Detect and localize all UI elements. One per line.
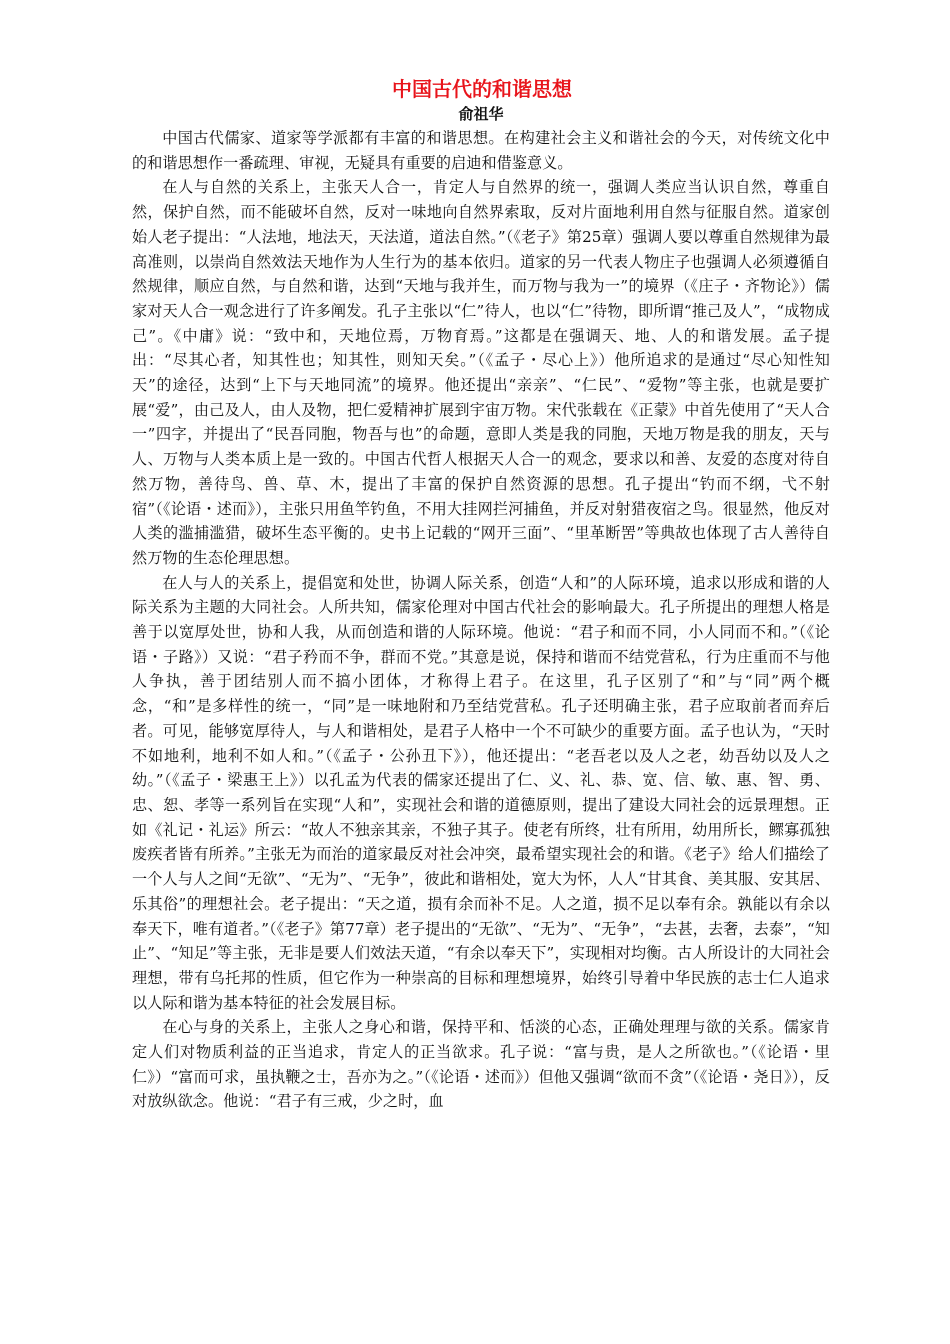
paragraph: 在人与人的关系上，提倡宽和处世，协调人际关系，创造“人和”的人际环境，追求以形成和谐的人际关系为主题的大同社会。人所共知，儒家伦理对中国古代社会的影响最大。孔子所提出的理想人格是善于以宽厚处世，协和人我，从而创造和谐的人际环境。他说：“君子和而不同，小人同而不和。”（《论语・子路》）又说：“君子矜而不争，群而不党。”其意是说，保持和谐而不结党营私，行为庄重而不与他人争执，善于团结别人而不搞小团体，才称得上君子。在这里，孔子区别了“和”与“同”两个概念，“和”是多样性的统一，“同”是一味地附和乃至结党营私。孔子还明确主张，君子应取前者而弃后者。可见，能够宽厚待人，与人和谐相处，是君子人格中一个不可缺少的重要方面。孟子也认为，“天时不如地利，地利不如人和。”（《孟子・公孙丑下》），他还提出：“老吾老以及人之老，幼吾幼以及人之幼。”（《孟子・梁惠王上》）以孔孟为代表的儒家还提出了仁、义、礼、恭、宽、信、敏、惠、智、勇、忠、恕、孝等一系列旨在实现“人和”，实现社会和谐的道德原则，提出了建设大同社会的远景理想。正如《礼记・礼运》所云：“故人不独亲其亲，不独子其子。使老有所终，壮有所用，幼用所长，鳏寡孤独废疾者皆有所养。”主张无为而治的道家最反对社会冲突，最希望实现社会的和谐。《老子》给人们描绘了一个人与人之间“无欲”、“无为”、“无争”，彼此和谐相处，宽大为怀，人人“甘其食、美其服、安其居、乐其俗”的理想社会。老子提出：“天之道，损有余而补不足。人之道，损不足以奉有余。孰能以有余以奉天下，唯有道者。”（《老子》第77章）老子提出的“无欲”、“无为”、“无争”，“去甚，去奢，去泰”，“知止”、“知足”等主张，无非是要人们效法天道，“有余以奉天下”，实现相对均衡。古人所设计的大同社会理想，带有乌托邦的性质，但它作为一种崇高的目标和理想境界，始终引导着中华民族的志士仁人追求以人际和谐为基本特征的社会发展目标。 xyxy=(132,573,830,1012)
paragraph: 在人与自然的关系上，主张天人合一，肯定人与自然界的统一，强调人类应当认识自然，尊重自然，保护自然，而不能破坏自然，反对一味地向自然界索取，反对片面地利用自然与征服自然。道家创始人老子提出：“人法地，地法天，天法道，道法自然。”（《老子》第25章）强调人要以尊重自然规律为最高准则，以崇尚自然效法天地作为人生行为的基本依归。道家的另一代表人物庄子也强调人必须遵循自然规律，顺应自然，与自然和谐，达到“天地与我并生，而万物与我为一”的境界（《庄子・齐物论》）儒家对天人合一观念进行了许多阐发。孔子主张以“仁”待人，也以“仁”待物，即所谓“推己及人”，“成物成己”。《中庸》说：“致中和，天地位焉，万物育焉。”这都是在强调天、地、人的和谐发展。孟子提出：“尽其心者，知其性也；知其性，则知天矣。”（《孟子・尽心上》）他所追求的是通过“尽心知性知天”的途径，达到“上下与天地同流”的境界。他还提出“亲亲”、“仁民”、“爱物”等主张，也就是要扩展“爱”，由己及人，由人及物，把仁爱精神扩展到宇宙万物。宋代张载在《正蒙》中首先使用了“天人合一”四字，并提出了“民吾同胞，物吾与也”的命题，意即人类是我的同胞，天地万物是我的朋友，天与人、万物与人类本质上是一致的。中国古代哲人根据天人合一的观念，要求以和善、友爱的态度对待自然万物，善待鸟、兽、草、木，提出了丰富的保护自然资源的思想。孔子提出“钓而不纲，弋不射宿”（《论语・述而》），主张只用鱼竿钓鱼，不用大挂网拦河捕鱼，并反对射猎夜宿之鸟。很显然，他反对人类的滥捕滥猎，破坏生态平衡的。史书上记载的“网开三面”、“里革断罟”等典故也体现了古人善待自然万物的生态伦理思想。 xyxy=(132,178,830,567)
document-title: 中国古代的和谐思想 xyxy=(392,77,572,101)
document-body xyxy=(132,126,830,1114)
paragraph: 中国古代儒家、道家等学派都有丰富的和谐思想。在构建社会主义和谐社会的今天，对传统文化中的和谐思想作一番疏理、审视，无疑具有重要的启迪和借鉴意义。 xyxy=(132,129,830,172)
paragraph: 在心与身的关系上，主张人之身心和谐，保持平和、恬淡的心态，正确处理理与欲的关系。儒家肯定人们对物质利益的正当追求，肯定人的正当欲求。孔子说：“富与贵，是人之所欲也。”（《论语・里仁》）“富而可求，虽执鞭之士，吾亦为之。”（《论语・述而》）但他又强调“欲而不贪”（《论语・尧日》），反对放纵欲念。他说：“君子有三戒，少之时，血 xyxy=(132,1018,830,1111)
document-author: 俞祖华 xyxy=(458,105,504,123)
